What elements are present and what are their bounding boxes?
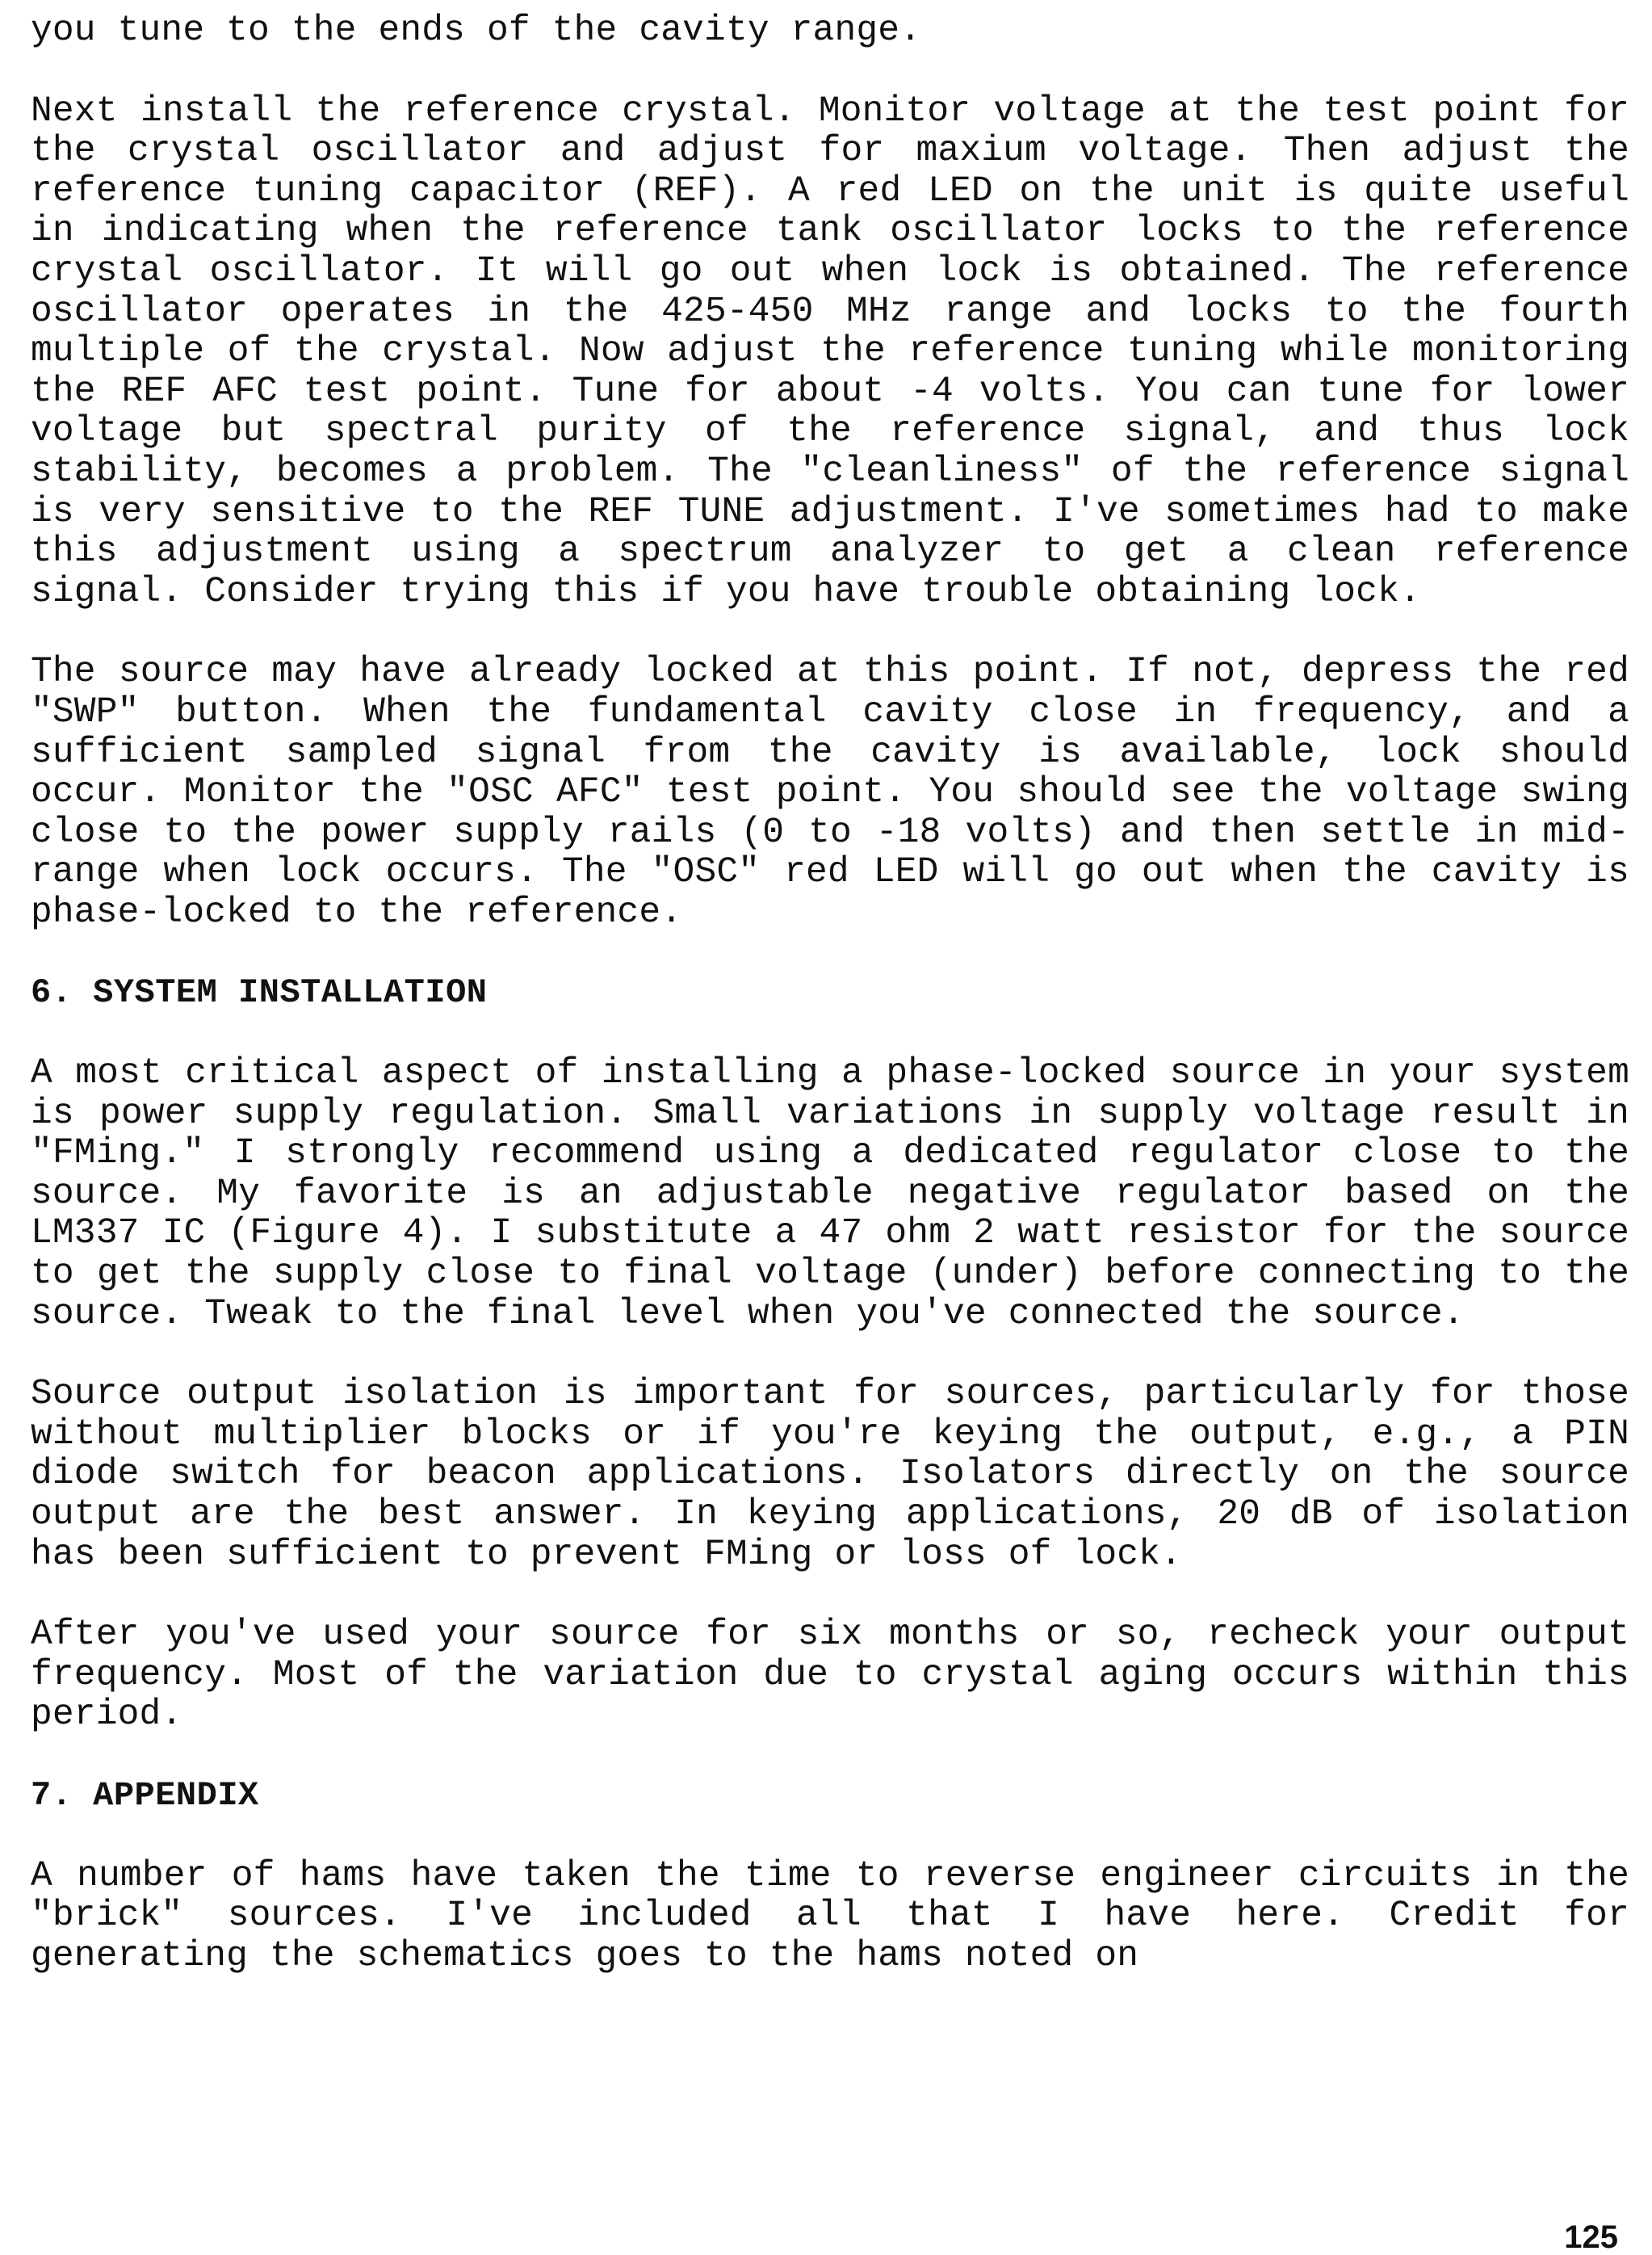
- page-number: 125: [1564, 2219, 1618, 2255]
- paragraph-appendix-intro: A number of hams have taken the time to reverse engineer circuits in the "brick" sources. I've included all that I have here. Credit for generating the schematics goes to the hams noted on: [31, 1855, 1629, 1976]
- section-heading-appendix: 7. APPENDIX: [31, 1775, 259, 1815]
- paragraph-output-isolation: Source output isolation is important for sources, particularly for those without multiplier blocks or if you're keying the output, e.g., a PIN diode switch for beacon applications. Isolators directly on the source output are the best answer. In keying applications, 20 dB of isolation has been sufficient to prevent FMing or loss of lock.: [31, 1374, 1629, 1575]
- paragraph-reference-crystal: Next install the reference crystal. Monitor voltage at the test point for the crystal oscillator and adjust for maxium voltage. Then adjust the reference tuning capacitor (REF). A red LED on the unit is quite useful in indicating when the reference tank oscillator locks to the reference crystal oscillator. It will go out when lock is obtained. The reference oscillator operates in the 425-450 MHz range and locks to the fourth multiple of the crystal. Now adjust the reference tuning while monitoring the REF AFC test point. Tune for about -4 volts. You can tune for lower voltage but spectral purity of the reference signal, and thus lock stability, becomes a problem. The "cleanliness" of the reference signal is very sensitive to the REF TUNE adjustment. I've sometimes had to make this adjustment using a spectrum analyzer to get a clean reference signal. Consider trying this if you have trouble obtaining lock.: [31, 90, 1629, 612]
- paragraph-power-supply: A most critical aspect of installing a phase-locked source in your system is power supply regulation. Small variations in supply voltage result in "FMing." I strongly recommend using a dedicated regulator close to the source. My favorite is an adjustable negative regulator based on the LM337 IC (Figure 4). I substitute a 47 ohm 2 watt resistor for the source to get the supply close to final voltage (under) before connecting to the source. Tweak to the final level when you've connected the source.: [31, 1053, 1629, 1334]
- paragraph-crystal-aging: After you've used your source for six months or so, recheck your output frequency. Most of the variation due to crystal aging occurs within this period.: [31, 1615, 1629, 1736]
- paragraph-source-lock: The source may have already locked at this point. If not, depress the red "SWP" button. When the fundamental cavity close in frequency, and a sufficient sampled signal from the cavity is available, lock should occur. Monitor the "OSC AFC" test point. You should see the voltage swing close to the power supply rails (0 to -18 volts) and then settle in mid-range when lock occurs. The "OSC" red LED will go out when the cavity is phase-locked to the reference.: [31, 652, 1629, 933]
- paragraph-cavity-range: you tune to the ends of the cavity range.: [31, 10, 922, 51]
- document-page: [31, 11, 1629, 2017]
- section-heading-system-installation: 6. SYSTEM INSTALLATION: [31, 973, 488, 1013]
